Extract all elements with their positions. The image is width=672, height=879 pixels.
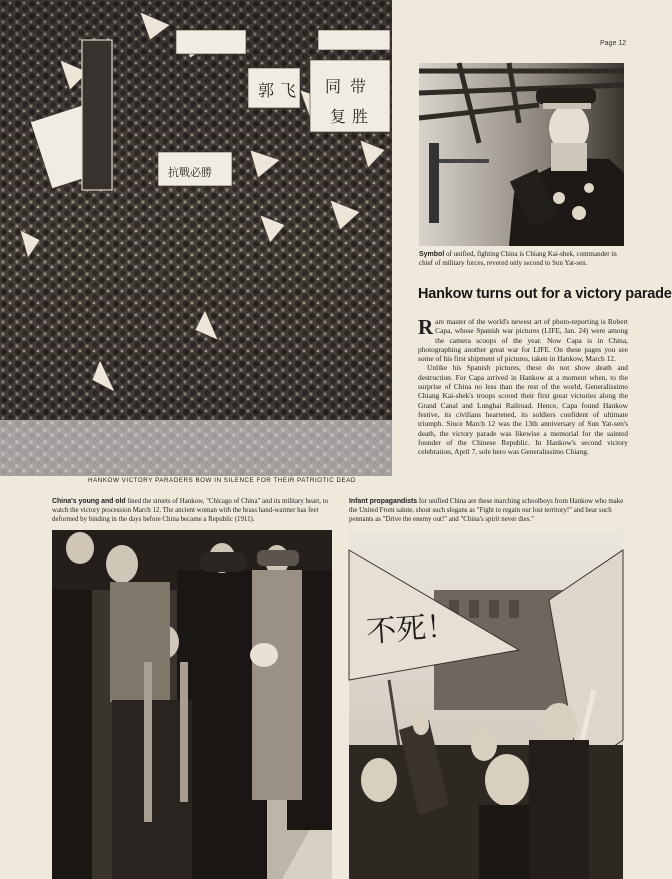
article-paragraph-1 [418, 317, 628, 363]
page-number: Page 12 [600, 40, 627, 47]
children-photo [349, 530, 623, 879]
right-caption-text: for unified China are these marching schoolboys from Hankow who make the United Front salute, shout such slogans as "Fight to regain our lost territory!" and bear such pennants as "Drive the enemy out!" and "China's spirit never dies." [349, 498, 624, 523]
crowd-caption: HANKOW VICTORY PARADERS BOW IN SILENCE FOR THEIR PATRIOTIC DEAD [88, 477, 356, 484]
elderly-photo [52, 530, 332, 879]
drop-cap: R [418, 315, 434, 339]
svg-text:郭: 郭 [258, 81, 275, 100]
svg-text:同: 同 [325, 77, 342, 96]
svg-text:带: 带 [350, 77, 367, 96]
portrait-caption-text: of unified, fighting China is Chiang Kai-shek, commander in chief of military forces, revered only second to Sun Yat-sen. [419, 250, 617, 267]
svg-text:抗戰必勝: 抗戰必勝 [168, 166, 212, 179]
portrait-caption [419, 250, 626, 268]
left-caption-lead: China's young and old [52, 498, 126, 505]
left-caption [52, 497, 335, 524]
article-body [418, 317, 628, 456]
article-paragraph-2: Unlike his Spanish pictures, these do not show death and destruction. For Capa arrived in Hankow at a moment when, to the surprise of China no less than the rest of the world, Generalissimo Chiang Kai-shek's troops scored their first great victories along the Grand Canal and Lunghai Railroad. Hence, Capa found Hankow festive, its civilians heartened, its soldiers confident of ultimate triumph. Since March 12 was the 13th anniversary of Sun Yat-sen's death, the victory parade was likewise a memorial for the sainted founder of the Chinese Republic. In Hankow's second victory celebration, April 7, sole hero was Generalissimo Chiang. [418, 363, 628, 457]
article-paragraph-1-text: are master of the world's newest art of photo-reporting is Robert Capa, whose Spanish war pictures (LIFE, Jan. 24) were among the camera scoops of the year. Now Capa is in China, photographing another great war for LIFE. On these pages you see some of his first shipment of pictures, taken in Hankow, March 12. [418, 317, 628, 364]
portrait-caption-lead: Symbol [419, 251, 445, 258]
banner-slogan: 不死！ [365, 608, 458, 650]
right-caption [349, 497, 627, 524]
svg-text:胜: 胜 [352, 107, 369, 126]
svg-text:复: 复 [330, 107, 347, 126]
right-caption-lead: Infant propagandists [349, 498, 418, 505]
crowd-photo [0, 0, 392, 476]
page-headline: Hankow turns out for a victory parade [418, 286, 672, 302]
svg-text:飞: 飞 [280, 81, 297, 100]
portrait-photo [419, 63, 624, 246]
left-caption-text: lined the streets of Hankow, "Chicago of China" and its military heart, to watch the victory procession March 12. The ancient woman with the brass hand-warmer has feet deformed by binding in the days before China became a Republic (1911). [52, 498, 329, 523]
